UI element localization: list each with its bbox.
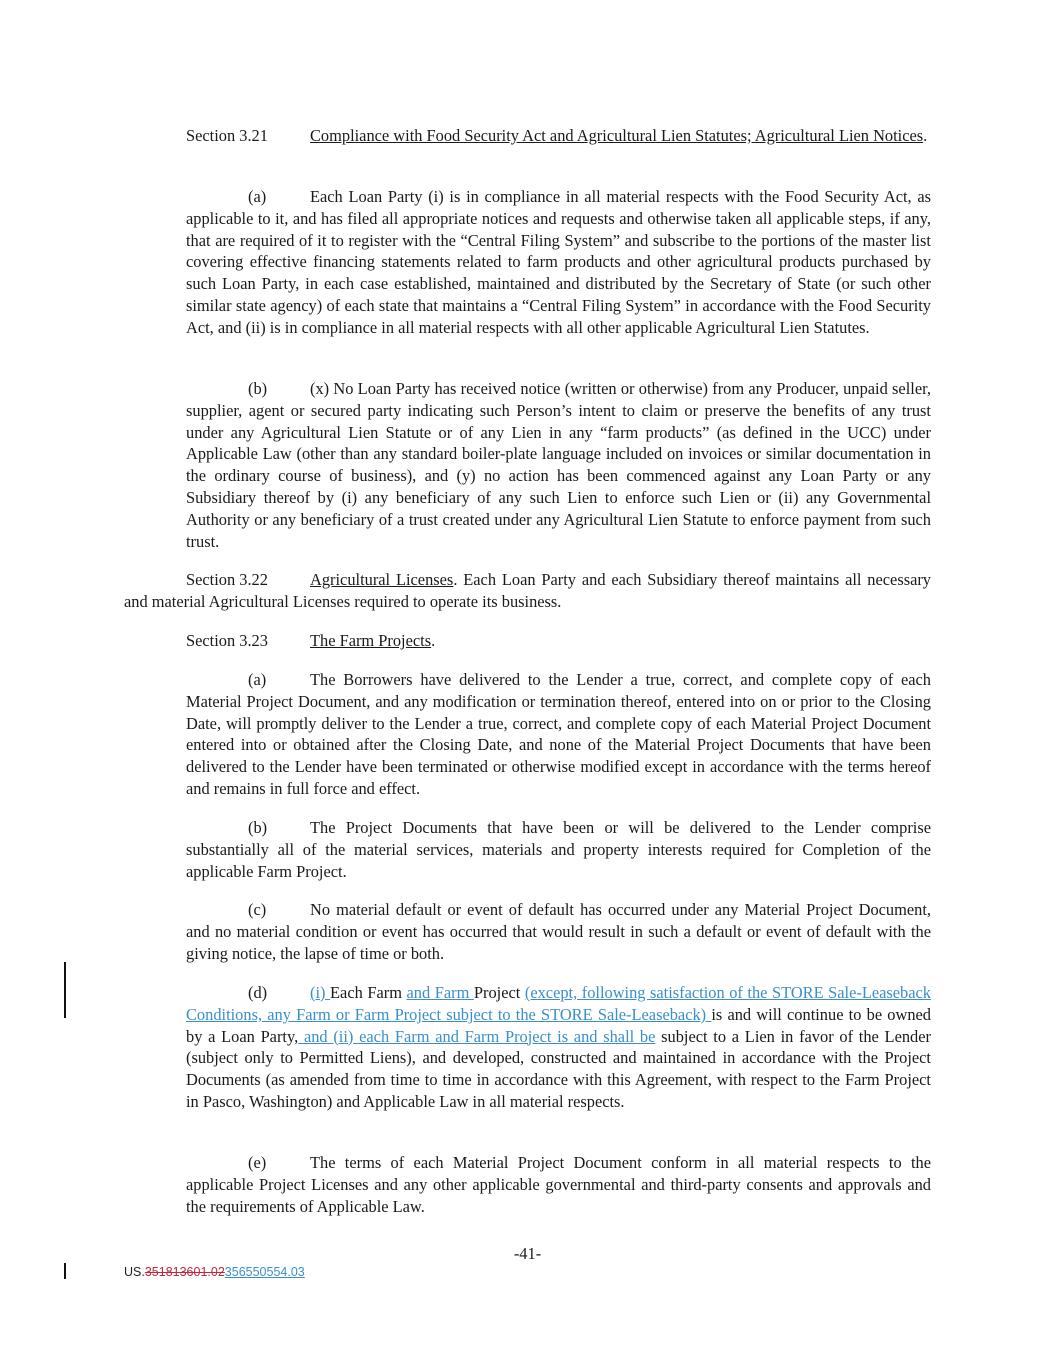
section-3-23-c	[186, 899, 931, 964]
section-title: Compliance with Food Security Act and Agricultural Lien Statutes; Agricultural Lien Notices	[310, 126, 924, 145]
section-3-23-a	[186, 669, 931, 800]
clause-text: subject to a Lien in favor of the Lender (subject only to Permitted Liens), and developed, constructed and maintained in accordance with the Project Documents (as amended from time to time in accordance with this Agreement, with respect to the Farm Project in Pasco, Washington) and Applicable Law in all material respects.	[186, 1026, 931, 1111]
clause-text: The Project Documents that have been or will be delivered to the Lender comprise substantially all of the material services, materials and property interests required for Completion of the applicable Farm Project.	[186, 818, 931, 881]
change-bar	[64, 1263, 66, 1279]
section-3-21-a	[186, 186, 931, 339]
clause-label: (e)	[248, 1153, 267, 1172]
section-text: . Each Loan Party and each Subsidiary thereof maintains all necessary and material Agricultural Licenses required to operate its business.	[124, 570, 932, 611]
clause-text: The terms of each Material Project Document conform in all material respects to the applicable Project Licenses and any other applicable governmental and third-party consents and approvals and the requirements of Applicable Law.	[186, 1153, 931, 1216]
section-label: Section 3.21	[186, 126, 268, 145]
inserted-text: and Farm	[406, 983, 474, 1002]
inserted-text: (except, following satisfaction of the STORE Sale-Leaseback Conditions, any Farm or Farm Project subject to the STORE Sale-Leaseback)	[186, 983, 931, 1024]
clause-text: No material default or event of default has occurred under any Material Project Document, and no material condition or event has occurred that would result in such a default or event of default with the giving notice, the lapse of time or both.	[186, 900, 931, 963]
period: .	[431, 631, 436, 650]
section-3-23-e	[186, 1152, 931, 1217]
section-3-23-b	[186, 817, 931, 882]
clause-label: (d)	[248, 983, 268, 1002]
doc-id-prefix: US.	[124, 1265, 145, 1279]
clause-label: (b)	[248, 379, 268, 398]
section-title: The Farm Projects	[310, 631, 432, 650]
inserted-text: and (ii) each Farm and Farm Project is and shall be	[298, 1026, 656, 1046]
section-3-21-b	[186, 378, 931, 552]
clause-text: is and will continue to be owned by a Loan Party,	[186, 1004, 931, 1046]
clause-text: The Borrowers have delivered to the Lender a true, correct, and complete copy of each Material Project Document, and any modification or termination thereof, entered into on or prior to the Closing Date, will promptly deliver to the Lender a true, correct, and complete copy of each Material Project Document entered into or obtained after the Closing Date, and none of the Material Project Documents that have been delivered to the Lender have been terminated or otherwise modified except in accordance with the terms hereof and remains in full force and effect.	[186, 670, 931, 798]
clause-label: (b)	[248, 818, 268, 837]
period: .	[923, 126, 928, 145]
section-3-22	[124, 569, 931, 613]
section-3-23-heading	[124, 630, 931, 652]
section-3-23-d	[186, 982, 931, 1113]
clause-label: (a)	[248, 187, 267, 206]
section-title: Agricultural Licenses	[310, 570, 454, 589]
inserted-text: (i)	[310, 983, 331, 1002]
deleted-doc-id: 351813601.02	[144, 1265, 225, 1279]
clause-label: (a)	[248, 670, 267, 689]
page-number: -41-	[513, 1244, 542, 1263]
section-label: Section 3.22	[186, 570, 268, 589]
document-id	[124, 1265, 305, 1279]
clause-label: (c)	[248, 900, 267, 919]
change-bar	[64, 962, 66, 1018]
section-label: Section 3.23	[186, 631, 268, 650]
inserted-doc-id: 356550554.03	[224, 1265, 305, 1279]
clause-text: Each Farm	[330, 983, 407, 1002]
section-3-21-heading	[124, 125, 931, 147]
clause-text: Each Loan Party (i) is in compliance in all material respects with the Food Security Act, as applicable to it, and has filed all appropriate notices and requests and otherwise taken all applicable steps, if any, that are required of it to register with the “Central Filing System” and subscribe to the portions of the master list covering effective financing statements related to farm products and other agricultural products purchased by such Loan Party, in each case established, maintained and distributed by the Secretary of State (or such other similar state agency) of each state that maintains a “Central Filing System” in accordance with the Food Security Act, and (ii) is in compliance in all material respects with all other applicable Agricultural Lien Statutes.	[186, 187, 931, 337]
clause-text: (x) No Loan Party has received notice (written or otherwise) from any Producer, unpaid seller, supplier, agent or secured party indicating such Person’s intent to claim or preserve the benefits of any trust under any Agricultural Lien Statute or of any Lien in any “farm products” (as defined in the UCC) under Applicable Law (other than any standard boiler-plate language included on invoices or similar documentation in the ordinary course of business), and (y) no action has been commenced against any Loan Party or any Subsidiary thereof by (i) any beneficiary of any such Lien to enforce such Lien or (ii) any Governmental Authority or any beneficiary of a trust created under any Agricultural Lien Statute to enforce payment from such trust.	[186, 379, 931, 551]
clause-text: Project	[473, 983, 525, 1002]
